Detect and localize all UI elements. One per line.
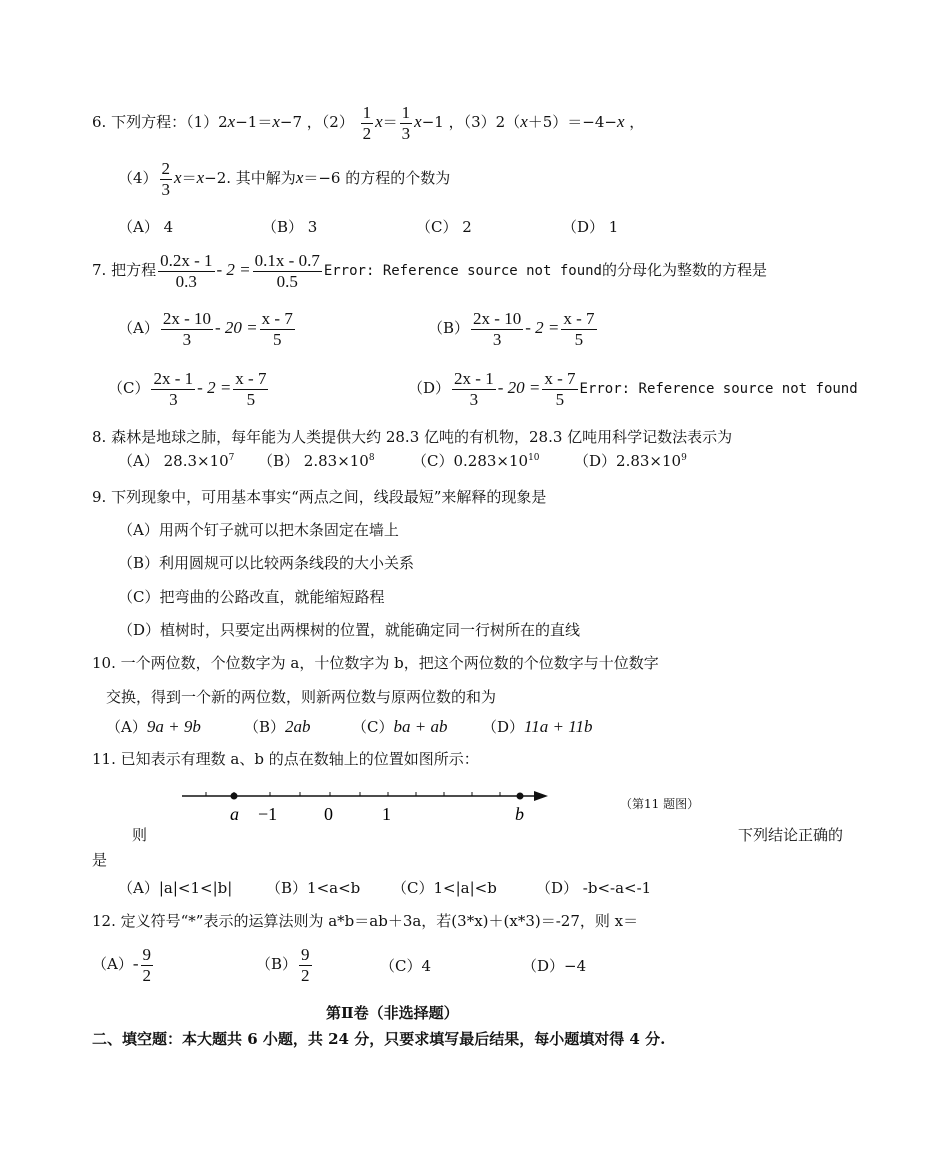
section-heading: 二、填空题：本大题共 6 小题，共 24 分，只要求填写最后结果，每小题填对得 4 分. (92, 1030, 666, 1048)
fraction: $\frac{2x - 1}{3}$ (153, 368, 194, 409)
q11-shi: 是 (92, 851, 108, 869)
q12-option-d: （D）−4 (522, 957, 587, 975)
q12-option-a: （A）- $\frac{9}{2}$ (92, 944, 152, 985)
fraction: $\frac{0.2x - 1}{0.3}$ (160, 250, 213, 291)
q11-ze: 则 (132, 826, 148, 844)
q9-option-d: （D）植树时，只要定出两棵树的位置，就能确定同一行树所在的直线 (118, 621, 581, 639)
q7-option-d: （D） $\frac{2x - 1}{3}$ - 20 = $\frac{x - 7}{5}$ Error: Reference source not found (408, 368, 858, 409)
fraction: $\frac{9}{2}$ (142, 944, 152, 985)
label-0: 0 (324, 804, 333, 824)
fraction: $\frac{x - 7}{5}$ (563, 308, 595, 349)
q11-option-c: （C）1<|a|<b (392, 879, 497, 897)
section-title: 第Ⅱ卷（非选择题） (326, 1004, 459, 1022)
fraction: $\frac{2x - 1}{3}$ (454, 368, 494, 409)
q10-option-a: （A）9a + 9b (106, 717, 201, 736)
fraction: $\frac{0.1x - 0.7}{0.5}$ (254, 250, 320, 291)
q7-option-b: （B） $\frac{2x - 10}{3}$ - 2 = $\frac{x - 7}{5}$ (428, 308, 595, 349)
q11-option-b: （B）1<a<b (266, 879, 361, 897)
q11-option-d: （D） -b<-a<-1 (536, 879, 652, 897)
q9-option-a: （A）用两个钉子就可以把木条固定在墙上 (118, 521, 399, 539)
q12-option-b: （B） $\frac{9}{2}$ (256, 944, 310, 985)
q10-option-b: （B）2ab (244, 717, 311, 736)
q7-option-c: （C） $\frac{2x - 1}{3}$ - 2 = $\frac{x - 7}{5}$ (108, 368, 267, 409)
fraction: $\frac{1}{2}$ (362, 103, 372, 143)
q6-option-d: （D） 1 (562, 218, 619, 236)
number-line-figure (176, 782, 556, 830)
q8-option-d: $(D)2.83\times 10^9$ (574, 452, 687, 470)
fraction: $\frac{1}{3}$ (401, 103, 411, 143)
q11-tail: 下列结论正确的 (738, 826, 844, 844)
label-a: a (230, 804, 239, 824)
fraction: $\frac{2x - 10}{3}$ (162, 308, 212, 349)
q6-option-c: （C） 2 (416, 218, 472, 236)
q7-stem: 7. 把方程 $\frac{0.2x - 1}{0.3}$ - 2 = $\frac{0.1x - 0.7}{0.5}$ Error: Reference source not found的分母化为整数的方程是 (92, 250, 767, 291)
q6-option-a: （A） 4 (118, 218, 174, 236)
q10-line2: 交换，得到一个新的两位数，则新两位数与原两位数的和为 (106, 688, 497, 706)
q6-line1: 6. 下列方程：（1）2x−1＝x−7 ，（2） $\frac{1}{2}$ x＝ $\frac{1}{3}$ x−1 ，（3）2（x＋5）＝−4−x ， (92, 103, 645, 143)
q8-option-b: （B） $2.83\times 10^8$ (258, 452, 375, 470)
q11-caption: （第11 题图） (620, 797, 700, 811)
fraction: $\frac{x - 7}{5}$ (261, 308, 293, 349)
q6-option-b: （B） 3 (262, 218, 318, 236)
q12-option-c: （C）4 (380, 957, 432, 975)
label-b: b (515, 804, 524, 824)
q7-option-a: （A） $\frac{2x - 10}{3}$ - 20 = $\frac{x - 7}{5}$ (118, 308, 293, 349)
q8-option-c: $(C)0.283\times 10^{10}$ (412, 452, 540, 470)
q9-stem: 9. 下列现象中，可用基本事实“两点之间，线段最短”来解释的现象是 (92, 488, 547, 506)
q10-line1: 10. 一个两位数，个位数字为 a，十位数字为 b，把这个两位数的个位数字与十位数字 (92, 654, 659, 672)
q9-option-c: （C）把弯曲的公路改直，就能缩短路程 (118, 588, 385, 606)
point-b (517, 793, 524, 800)
q10-option-d: （D）11a + 11b (482, 717, 593, 736)
q8-stem: 8. 森林是地球之肺，每年能为人类提供大约 28.3 亿吨的有机物，28.3 亿吨用科学记数法表示为 (92, 428, 733, 446)
q9-option-b: （B）利用圆规可以比较两条线段的大小关系 (118, 554, 415, 572)
q10-option-c: （C）ba + ab (352, 717, 448, 736)
fraction: $\frac{x - 7}{5}$ (544, 368, 576, 409)
q8-option-a: （A） $28.3\times 10^7$ (118, 452, 235, 470)
fraction: $\frac{x - 7}{5}$ (235, 368, 267, 409)
q11-option-a: （A）|a|<1<|b| (118, 879, 233, 897)
q11-stem: 11. 已知表示有理数 a、b 的点在数轴上的位置如图所示： (92, 750, 479, 768)
q6-line2: （4） $\frac{2}{3}$ x＝x−2. 其中解为x＝−6 的方程的个数为 (118, 158, 451, 199)
fraction: $\frac{2}{3}$ (161, 158, 171, 199)
fraction: $\frac{2x - 10}{3}$ (473, 308, 522, 349)
q12-stem: 12. 定义符号“*”表示的运算法则为 a*b＝ab＋3a，若(3*x)＋(x*3)＝-27，则 x＝ (92, 912, 639, 930)
point-a (231, 793, 238, 800)
fraction: $\frac{9}{2}$ (301, 944, 310, 985)
label-minus-1: −1 (258, 804, 278, 824)
arrow-head-icon (534, 791, 548, 801)
label-1: 1 (382, 804, 391, 824)
